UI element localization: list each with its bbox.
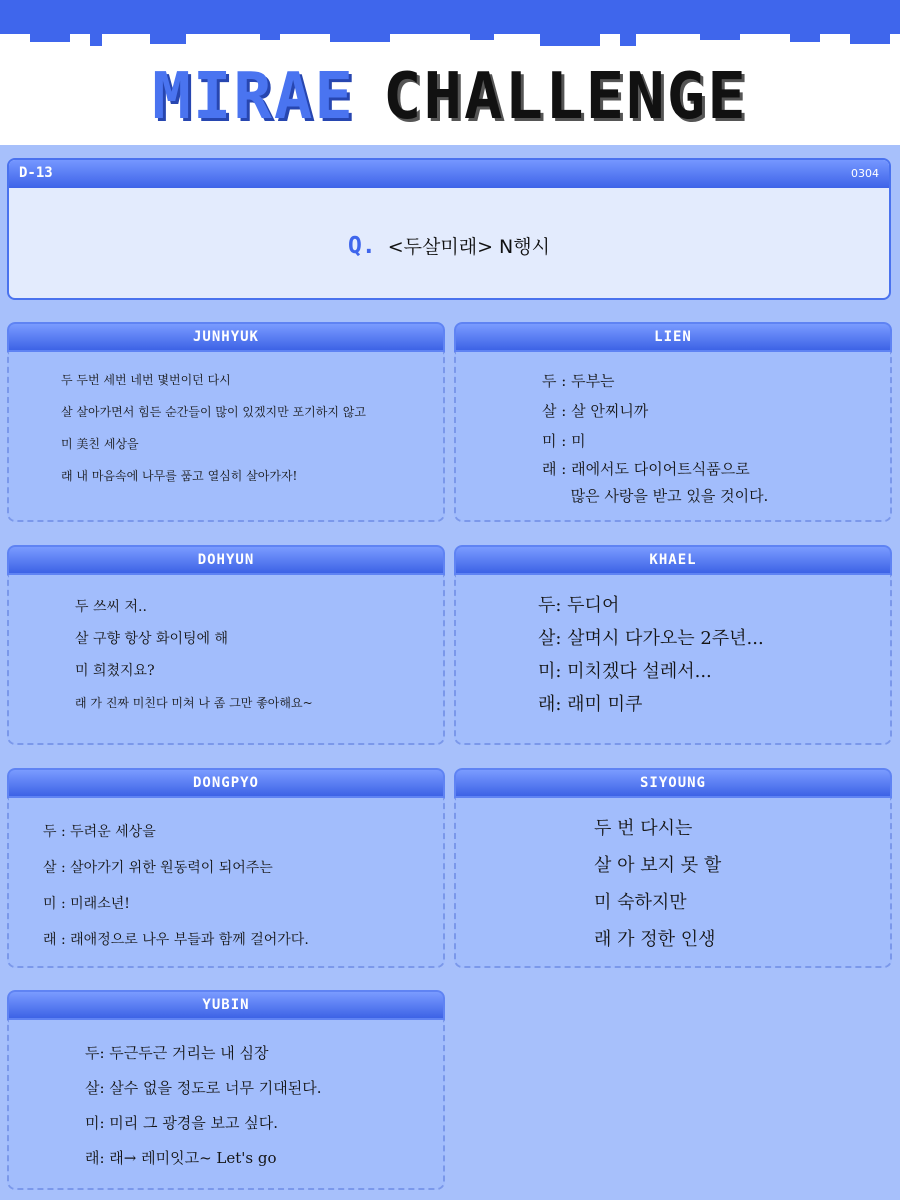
acrostic-line: 두 번 다시는	[594, 818, 693, 839]
acrostic-line: 살: 살며시 다가오는 2주년...	[538, 628, 764, 649]
date-code: 0304	[851, 167, 879, 180]
pixel-decoration	[90, 34, 102, 46]
pixel-decoration	[260, 34, 280, 40]
acrostic-line: 래: 래미 미쿠	[538, 694, 643, 715]
member-name-bar: DOHYUN	[7, 545, 445, 575]
member-card-body	[454, 798, 892, 968]
pixel-decoration	[850, 34, 890, 44]
acrostic-line: 살: 살수 없을 정도로 너무 기대된다.	[85, 1079, 322, 1097]
acrostic-line: 살 : 살아가기 위한 원동력이 되어주는	[43, 860, 273, 876]
acrostic-line: 두 : 두부는	[542, 372, 615, 390]
acrostic-line: 살 : 살 안찌니까	[542, 402, 649, 420]
member-card-yubin	[7, 990, 445, 1190]
acrostic-line: 살 구향 항상 화이팅에 해	[75, 631, 229, 647]
pixel-decoration	[330, 34, 390, 42]
pixel-decoration	[150, 34, 186, 44]
acrostic-line: 미: 미치겠다 설레서...	[538, 661, 712, 682]
member-card-junhyuk	[7, 322, 445, 522]
member-card-dohyun	[7, 545, 445, 745]
member-name-bar: KHAEL	[454, 545, 892, 575]
acrostic-line: 살 아 보지 못 할	[594, 855, 722, 876]
acrostic-line: 두 : 두려운 세상을	[43, 824, 156, 840]
member-card-body	[7, 352, 445, 522]
acrostic-line: 미 숙하지만	[594, 892, 687, 913]
question-panel	[7, 158, 891, 300]
pixel-decoration	[700, 34, 740, 40]
member-name-bar: DONGPYO	[7, 768, 445, 798]
member-card-body	[7, 1020, 445, 1190]
header	[0, 0, 900, 145]
header-pixel-band	[0, 0, 900, 34]
member-card-body	[7, 798, 445, 968]
member-name-bar: SIYOUNG	[454, 768, 892, 798]
acrostic-line: 두 쓰씨 저..	[75, 599, 147, 615]
member-name-bar: LIEN	[454, 322, 892, 352]
question-text: <두살미래> N행시	[387, 236, 550, 258]
member-card-lien	[454, 322, 892, 522]
question-row	[9, 232, 889, 259]
question-header-bar	[9, 160, 889, 188]
acrostic-line: 미 : 미	[542, 432, 586, 450]
acrostic-line: 래 : 래에서도 다이어트식품으로	[542, 460, 750, 478]
member-name-bar: JUNHYUK	[7, 322, 445, 352]
member-name-bar: YUBIN	[7, 990, 445, 1020]
member-card-khael	[454, 545, 892, 745]
pixel-decoration	[790, 34, 820, 42]
member-card-dongpyo	[7, 768, 445, 968]
acrostic-line: 두 두번 세번 네번 몇번이던 다시	[61, 373, 231, 387]
title-mirae: MIRAE	[152, 60, 355, 134]
acrostic-line: 두: 두디어	[538, 595, 620, 616]
pixel-decoration	[540, 34, 600, 46]
page-title	[0, 62, 900, 132]
pixel-decoration	[470, 34, 494, 40]
title-challenge: CHALLENGE	[382, 60, 748, 134]
acrostic-line: 두: 두근두근 거리는 내 심장	[85, 1044, 269, 1062]
member-card-body	[454, 575, 892, 745]
question-mark: Q.	[348, 233, 376, 259]
pixel-decoration	[30, 34, 70, 42]
acrostic-line: 래: 래→ 레미잇고~ Let's go	[85, 1149, 277, 1167]
pixel-decoration	[620, 34, 636, 46]
dday-label: D-13	[19, 165, 53, 181]
acrostic-line: 미 美친 세상을	[61, 437, 139, 451]
acrostic-line: 래 가 정한 인생	[594, 929, 716, 950]
member-card-body	[7, 575, 445, 745]
acrostic-line: 살 살아가면서 힘든 순간들이 많이 있겠지만 포기하지 않고	[61, 405, 366, 419]
acrostic-line: 많은 사랑을 받고 있을 것이다.	[542, 487, 769, 505]
acrostic-line: 래 내 마음속에 나무를 품고 열심히 살아가자!	[61, 469, 298, 483]
acrostic-line: 래 가 진짜 미친다 미쳐 나 좀 그만 좋아해요~	[75, 696, 313, 710]
acrostic-line: 미 희쳤지요?	[75, 663, 155, 679]
acrostic-line: 래 : 래애정으로 나우 부들과 함께 걸어가다.	[43, 932, 309, 948]
member-card-siyoung	[454, 768, 892, 968]
acrostic-line: 미 : 미래소년!	[43, 896, 130, 912]
acrostic-line: 미: 미리 그 광경을 보고 싶다.	[85, 1114, 279, 1132]
member-card-body	[454, 352, 892, 522]
